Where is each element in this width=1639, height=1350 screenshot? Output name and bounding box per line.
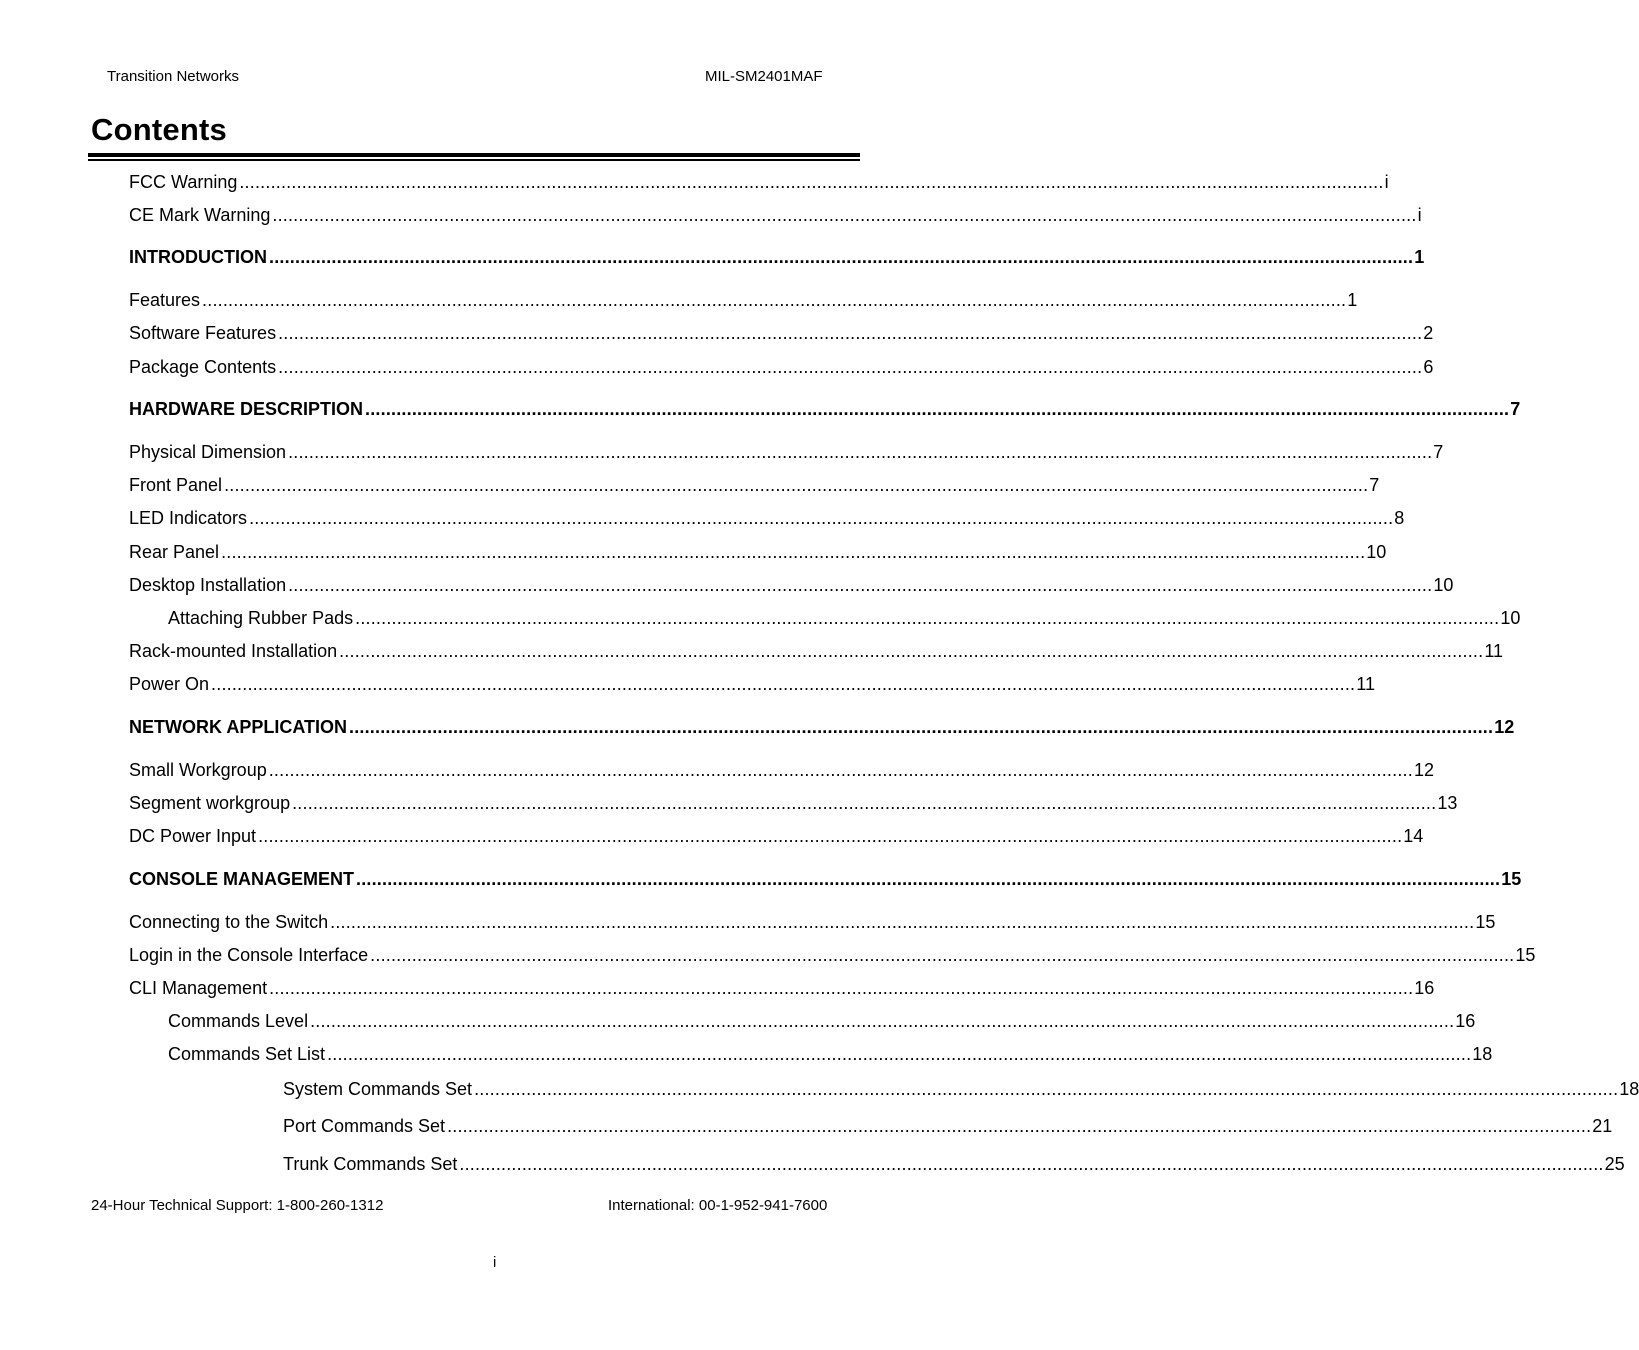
toc-entry-page: 21 <box>1592 1116 1613 1136</box>
toc-entry-label: Trunk Commands Set <box>283 1154 458 1174</box>
toc-entry[interactable] <box>129 473 1380 497</box>
toc-entry[interactable] <box>129 639 1504 663</box>
toc-entry-label: Front Panel <box>129 475 223 495</box>
toc-entry-label: Package Contents <box>129 357 277 377</box>
toc-entry-label: INTRODUCTION <box>129 247 267 267</box>
toc-entry-page: 15 <box>1515 945 1536 965</box>
toc-entry-leader-dots: ............................................................................................................................................................................................................................ <box>268 760 1413 780</box>
toc-entry-page: 7 <box>1510 399 1521 419</box>
toc-entry-page: 25 <box>1604 1154 1625 1174</box>
toc-entry-page: 15 <box>1475 912 1496 932</box>
toc-entry-page: 13 <box>1437 793 1458 813</box>
toc-entry-label: DC Power Input <box>129 826 257 846</box>
toc-entry[interactable] <box>129 672 1375 696</box>
toc-entry[interactable] <box>129 203 1422 227</box>
page-title: Contents <box>91 112 227 147</box>
toc-entry-page: 6 <box>1423 357 1434 377</box>
toc-entry-label: HARDWARE DESCRIPTION <box>129 399 364 419</box>
toc-entry-page: 14 <box>1403 826 1424 846</box>
toc-entry-leader-dots: ............................................................................................................................................................................................................................ <box>221 542 1366 562</box>
toc-entry-leader-dots: ............................................................................................................................................................................................................................ <box>365 399 1510 419</box>
toc-entry-label: System Commands Set <box>283 1079 473 1099</box>
toc-entry-label: Small Workgroup <box>129 760 267 780</box>
footer-support: 24-Hour Technical Support: 1-800-260-1312 <box>91 1197 384 1214</box>
toc-entry[interactable] <box>129 440 1444 464</box>
toc-entry[interactable] <box>129 910 1496 934</box>
toc-entry-leader-dots: ............................................................................................................................................................................................................................ <box>288 575 1433 595</box>
toc-entry-page: 11 <box>1356 674 1375 694</box>
toc-entry-page: 12 <box>1494 717 1515 737</box>
toc-entry-page: 7 <box>1369 475 1380 495</box>
toc-entry-label: CONSOLE MANAGEMENT <box>129 869 354 889</box>
toc-entry[interactable] <box>283 1152 1625 1176</box>
toc-entry-leader-dots: ............................................................................................................................................................................................................................ <box>278 323 1423 343</box>
toc-entry-page: 10 <box>1433 575 1454 595</box>
toc-entry[interactable] <box>129 824 1424 848</box>
toc-entry-page: 10 <box>1366 542 1387 562</box>
toc-entry-label: Commands Set List <box>168 1044 326 1064</box>
toc-entry-label: LED Indicators <box>129 508 248 528</box>
toc-entry-label: Attaching Rubber Pads <box>168 608 354 628</box>
toc-entry-page: 16 <box>1455 1011 1476 1031</box>
toc-entry-label: Rear Panel <box>129 542 220 562</box>
toc-entry-leader-dots: ............................................................................................................................................................................................................................ <box>370 945 1515 965</box>
toc-entry[interactable] <box>129 976 1435 1000</box>
toc-entry-leader-dots: ............................................................................................................................................................................................................................ <box>349 717 1494 737</box>
toc-entry-leader-dots: ............................................................................................................................................................................................................................ <box>224 475 1369 495</box>
toc-entry[interactable] <box>129 321 1434 345</box>
toc-entry[interactable] <box>129 758 1434 782</box>
toc-entry-page: i <box>1384 172 1389 192</box>
toc-entry-page: 15 <box>1501 869 1522 889</box>
toc-entry-page: 16 <box>1414 978 1435 998</box>
toc-entry[interactable] <box>168 1042 1493 1066</box>
toc-entry-label: Rack-mounted Installation <box>129 641 338 661</box>
toc-entry-page: 10 <box>1500 608 1521 628</box>
toc-entry-page: 2 <box>1423 323 1434 343</box>
toc-entry[interactable] <box>129 540 1387 564</box>
toc-entry-label: NETWORK APPLICATION <box>129 717 347 737</box>
toc-entry-leader-dots: ............................................................................................................................................................................................................................ <box>202 290 1347 310</box>
toc-entry[interactable] <box>129 791 1458 815</box>
toc-entry-label: Features <box>129 290 201 310</box>
toc-entry-page: 18 <box>1472 1044 1493 1064</box>
toc-entry-leader-dots: ............................................................................................................................................................................................................................ <box>249 508 1394 528</box>
toc-entry-page: i <box>1417 205 1422 225</box>
toc-entry[interactable] <box>129 245 1425 269</box>
toc-entry-leader-dots: ............................................................................................................................................................................................................................ <box>258 826 1403 846</box>
header-company: Transition Networks <box>107 68 239 85</box>
toc-entry-leader-dots: ............................................................................................................................................................................................................................ <box>330 912 1475 932</box>
toc-entry-label: CLI Management <box>129 978 268 998</box>
toc-entry-leader-dots: ............................................................................................................................................................................................................................ <box>288 442 1433 462</box>
toc-entry-page: 1 <box>1347 290 1358 310</box>
title-rule-thick <box>88 153 860 157</box>
toc-entry-leader-dots: ............................................................................................................................................................................................................................ <box>447 1116 1592 1136</box>
toc-entry[interactable] <box>283 1114 1613 1138</box>
toc-entry-leader-dots: ............................................................................................................................................................................................................................ <box>269 978 1414 998</box>
toc-entry-label: Physical Dimension <box>129 442 287 462</box>
toc-entry-label: Segment workgroup <box>129 793 291 813</box>
toc-entry[interactable] <box>129 170 1389 194</box>
toc-entry-label: Power On <box>129 674 210 694</box>
footer-international: International: 00-1-952-941-7600 <box>608 1197 828 1214</box>
toc-entry-leader-dots: ............................................................................................................................................................................................................................ <box>310 1011 1455 1031</box>
toc-entry[interactable] <box>129 397 1521 421</box>
toc-entry-leader-dots: ............................................................................................................................................................................................................................ <box>278 357 1423 377</box>
toc-entry-leader-dots: ............................................................................................................................................................................................................................ <box>211 674 1356 694</box>
header-model: MIL-SM2401MAF <box>705 68 823 85</box>
toc-entry-leader-dots: ............................................................................................................................................................................................................................ <box>459 1154 1604 1174</box>
title-rule-thin <box>88 159 860 161</box>
toc-entry[interactable] <box>283 1077 1639 1101</box>
toc-entry[interactable] <box>168 1009 1476 1033</box>
toc-entry[interactable] <box>168 606 1521 630</box>
toc-entry-label: Connecting to the Switch <box>129 912 329 932</box>
toc-entry-page: 8 <box>1394 508 1405 528</box>
toc-entry-label: Desktop Installation <box>129 575 287 595</box>
toc-entry[interactable] <box>129 573 1454 597</box>
toc-entry[interactable] <box>129 715 1515 739</box>
toc-entry-leader-dots: ............................................................................................................................................................................................................................ <box>272 205 1417 225</box>
toc-entry-leader-dots: ............................................................................................................................................................................................................................ <box>474 1079 1619 1099</box>
toc-entry-page: 11 <box>1484 641 1504 661</box>
toc-entry-leader-dots: ............................................................................................................................................................................................................................ <box>339 641 1484 661</box>
toc-entry[interactable] <box>129 867 1522 891</box>
toc-entry-leader-dots: ............................................................................................................................................................................................................................ <box>356 869 1501 889</box>
toc-entry-leader-dots: ............................................................................................................................................................................................................................ <box>239 172 1384 192</box>
toc-entry[interactable] <box>129 288 1358 312</box>
toc-entry-page: 1 <box>1414 247 1425 267</box>
toc-entry-leader-dots: ............................................................................................................................................................................................................................ <box>292 793 1437 813</box>
toc-entry-leader-dots: ............................................................................................................................................................................................................................ <box>355 608 1500 628</box>
toc-entry[interactable] <box>129 355 1434 379</box>
toc-entry[interactable] <box>129 943 1536 967</box>
toc-entry-page: 18 <box>1619 1079 1639 1099</box>
toc-entry-page: 12 <box>1413 760 1434 780</box>
toc-entry-leader-dots: ............................................................................................................................................................................................................................ <box>269 247 1414 267</box>
toc-entry-label: Port Commands Set <box>283 1116 446 1136</box>
toc-entry-leader-dots: ............................................................................................................................................................................................................................ <box>327 1044 1472 1064</box>
toc-entry[interactable] <box>129 506 1405 530</box>
toc-entry-label: CE Mark Warning <box>129 205 271 225</box>
toc-entry-label: FCC Warning <box>129 172 238 192</box>
toc-entry-label: Login in the Console Interface <box>129 945 369 965</box>
toc-entry-label: Software Features <box>129 323 277 343</box>
toc-entry-page: 7 <box>1433 442 1444 462</box>
page-number: i <box>493 1254 497 1271</box>
toc-entry-label: Commands Level <box>168 1011 309 1031</box>
